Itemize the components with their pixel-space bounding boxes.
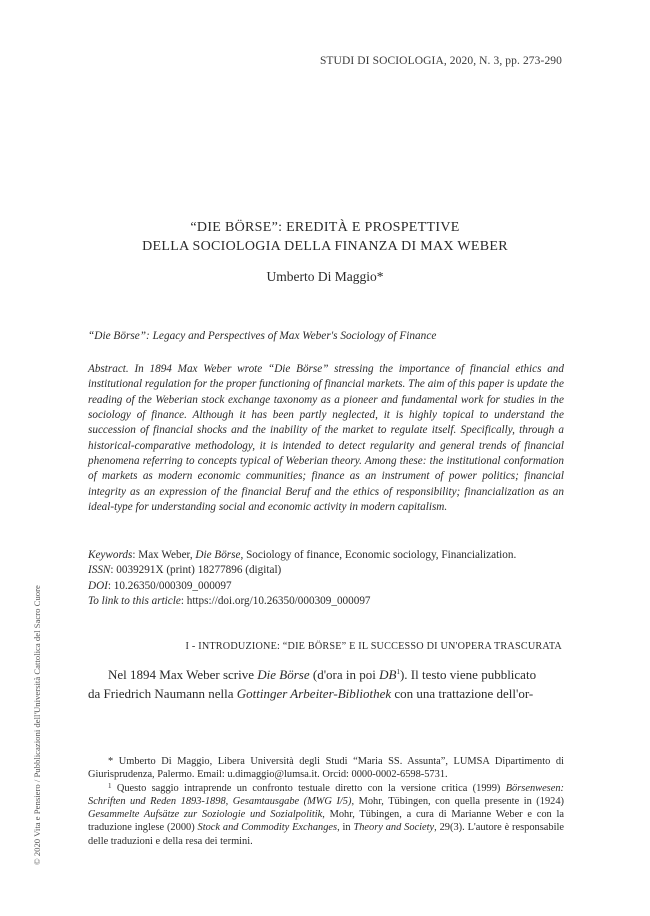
abstract: Abstract. In 1894 Max Weber wrote “Die Börse” stressing the importance of financial ethics and institutional regulation for the proper functioning of financial markets. The aim of this paper is update the reading of the Weberian stock exchange taxonomy as a pioneer and fundamental work for studies in the sociology of finance. Although it has been partly neglected, it is highly topical to understand the succession of financial shocks and the inability of the market to regulate itself. Specifically, through a historical-comparative methodology, it is intended to detect regularity and general trends of financial phenomena referring to concepts typical of Weberian theory. Among these: the institutional conformation of markets as modern economic communities; finance as an instrument of power politics; financial integrity as an expression of the financial Beruf and the ethics of responsibility; financialization as an ideal-type for understanding social and economic activity in modern capitalism. (88, 363, 564, 514)
footnote-italic: Theory and Society (353, 822, 435, 834)
footnote-1 (88, 782, 564, 848)
body-paragraph (88, 665, 564, 703)
link-label: To link to this article (88, 595, 181, 608)
footnote-italic: Stock and Commodity Exchanges (197, 822, 338, 834)
body-text-span: Nel 1894 Max Weber scrive (108, 667, 258, 682)
footnote-italic: Börsenwesen: Schriften und Reden 1893-1898, Gesamtausgabe (MWG I/5) (88, 782, 564, 807)
footnote-number: 1 (108, 781, 112, 790)
running-header: STUDI DI SOCIOLOGIA, 2020, N. 3, pp. 273-290 (319, 55, 562, 67)
footnote-text: , Mohr, Tübingen, con quella presente in (1924) (351, 795, 564, 807)
body-italic-span: DB (379, 667, 397, 682)
article-title-line-2: DELLA SOCIOLOGIA DELLA FINANZA DI MAX WEBER (142, 239, 508, 254)
doi-line: DOI: 10.26350/000309_000097 (88, 579, 232, 592)
body-text-span: con una trattazione dell'or- (391, 686, 534, 701)
keywords-text: Max Weber, (138, 549, 196, 561)
footnote-text: , in (337, 822, 354, 834)
doi-label: DOI (88, 579, 108, 592)
doi-value: 10.26350/000309_000097 (113, 579, 232, 592)
issn-line: ISSN: 0039291X (print) 18277896 (digital) (88, 564, 282, 577)
footnote-text: Questo saggio intraprende un confronto testuale diretto con la versione critica (1999) (111, 782, 506, 794)
keywords-line: Keywords: Max Weber, Die Börse, Sociology of finance, Economic sociology, Financialization. (88, 549, 517, 561)
footnote-ref-1[interactable]: 1 (396, 668, 400, 676)
body-italic-span: Gottinger Arbeiter-Bibliothek (236, 686, 392, 701)
article-title (0, 218, 650, 256)
keywords-italic: Die Börse (195, 549, 241, 561)
footnote-author: * Umberto Di Maggio, Libera Università degli Studi “Maria SS. Assunta”, LUMSA Dipartimento di Giurisprudenza, Palermo. Email: u.dimaggio@lumsa.it. Orcid: 0000-0002-6598-5731. (88, 756, 564, 781)
keywords-label: Keywords (88, 549, 133, 561)
body-text-span: (d'ora in poi (309, 667, 380, 682)
article-link[interactable]: https://doi.org/10.26350/000309_000097 (186, 595, 371, 608)
link-line: To link to this article: https://doi.org/10.26350/000309_000097 (88, 595, 371, 608)
author-name: Umberto Di Maggio* (266, 269, 384, 284)
footnote-italic: Gesammelte Aufsätze zur Soziologie und Sozialpolitik (88, 809, 323, 821)
body-text-span: da Friedrich Naumann nella (88, 686, 237, 701)
body-text-span: ). Il testo viene pubblicato (399, 667, 537, 682)
issn-value: 0039291X (print) 18277896 (digital) (116, 564, 282, 577)
section-heading: I - INTRODUZIONE: “DIE BÖRSE” E IL SUCCESSO DI UN'OPERA TRASCURATA (185, 641, 562, 652)
footnotes (88, 755, 564, 848)
issn-label: ISSN (88, 564, 111, 577)
body-italic-span: Die Börse (257, 667, 310, 682)
footnote-text: , 29(3). L'autore è responsabile delle traduzioni e della resa dei termini. (88, 822, 564, 847)
english-title: “Die Börse”: Legacy and Perspectives of Max Weber's Sociology of Finance (88, 330, 437, 342)
body-line-2 (88, 684, 564, 703)
article-metadata (88, 548, 564, 610)
keywords-rest: , Sociology of finance, Economic sociology, Financialization. (240, 549, 517, 561)
side-copyright: © 2020 Vita e Pensiero / Pubblicazioni dell'Università Cattolica del Sacro Cuore (32, 585, 42, 865)
footnote-text: , Mohr, Tübingen, a cura di Marianne Weber e con la traduzione inglese (2000) (88, 809, 564, 834)
article-title-line-1: “DIE BÖRSE”: EREDITÀ E PROSPETTIVE (190, 220, 460, 235)
body-line-1 (88, 665, 564, 684)
